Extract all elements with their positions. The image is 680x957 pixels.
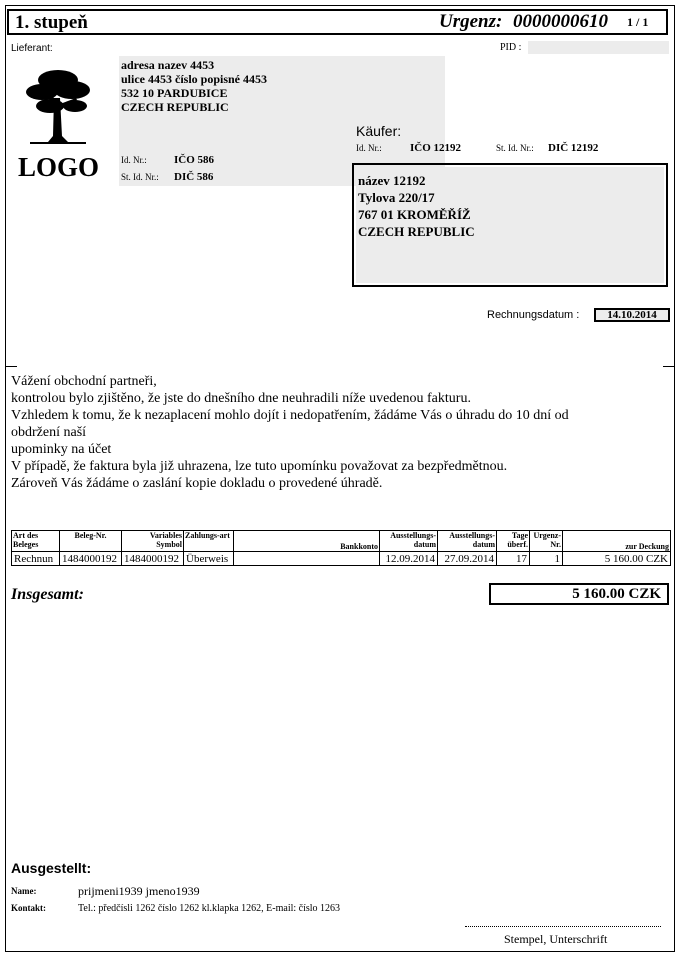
letter-line: upominky na účet — [11, 442, 112, 457]
letter-line: Vážení obchodní partneři, — [11, 374, 157, 389]
issuer-name-label: Name: — [11, 886, 37, 896]
table-row — [12, 552, 671, 566]
col-header-variable-symbol: Variables Symbol — [122, 531, 184, 552]
reminder-level-title: 1. stupeň — [15, 12, 88, 33]
supplier-address-line: 532 10 PARDUBICE — [121, 86, 228, 100]
letter-line: obdržení naší — [11, 425, 87, 440]
letter-line: kontrolou bylo zjištěno, že jste do dnešního dne neuhradili níže uvedenou fakturu. — [11, 391, 471, 406]
table-header-row — [12, 531, 671, 552]
invoice-date-label: Rechnungsdatum : — [487, 309, 580, 321]
buyer-id-label: Id. Nr.: — [356, 143, 382, 153]
pid-field — [528, 41, 669, 54]
col-header-bank-account: Bankkonto — [234, 531, 380, 552]
letter-line: Vzhledem k tomu, že k nezaplacení mohlo dojít i nedopatřením, žádáme Vás o úhradu do 10 dní od — [11, 408, 569, 423]
page-indicator: 1 / 1 — [627, 15, 649, 29]
buyer-address-line: název 12192 — [358, 173, 426, 188]
supplier-tax-value: DIČ 586 — [174, 171, 214, 183]
cell-reminder-number: 1 — [530, 552, 563, 566]
signature-label: Stempel, Unterschrift — [504, 932, 608, 946]
supplier-address-line: CZECH REPUBLIC — [121, 100, 229, 114]
cell-days-overdue: 17 — [497, 552, 530, 566]
buyer-address-line: Tylova 220/17 — [358, 190, 435, 205]
issuer-name-value: prijmeni1939 jmeno1939 — [78, 884, 200, 898]
urgency-number: 0000000610 — [513, 11, 608, 32]
document-header — [7, 9, 668, 35]
buyer-tax-value: DIČ 12192 — [548, 142, 599, 154]
buyer-address-line: CZECH REPUBLIC — [358, 224, 475, 239]
col-header-due-date: Ausstellungs-datum — [438, 531, 497, 552]
letter-line: V případě, že faktura byla již uhrazena, lze tuto upomínku považovat za bezpředmětnou. — [11, 459, 508, 474]
supplier-address-line: ulice 4453 číslo popisné 4453 — [121, 72, 268, 86]
cell-amount-due: 5 160.00 CZK — [563, 552, 671, 566]
fold-mark — [663, 366, 675, 367]
buyer-label: Käufer: — [356, 123, 402, 139]
buyer-address-line: 767 01 KROMĚŘÍŽ — [358, 207, 471, 222]
cell-variable-symbol: 1484000192 — [122, 552, 184, 566]
col-header-issue-date: Ausstellungs-datum — [380, 531, 438, 552]
invoice-date-value: 14.10.2014 — [594, 308, 670, 322]
letter-line: Zároveň Vás žádáme o zaslání kopie dokladu o provedené úhradě. — [11, 476, 383, 491]
total-label: Insgesamt: — [11, 586, 84, 603]
letter-body — [11, 373, 666, 492]
cell-due-date: 27.09.2014 — [438, 552, 497, 566]
col-header-amount-due: zur Deckung — [563, 531, 671, 552]
issuer-contact-value: Tel.: předčísli 1262 číslo 1262 kl.klapka 1262, E-mail: číslo 1263 — [78, 903, 341, 914]
col-header-payment-type: Zahlungs-art — [184, 531, 234, 552]
urgency-label: Urgenz: — [439, 11, 503, 32]
cell-document-number: 1484000192 — [60, 552, 122, 566]
supplier-tax-label: St. Id. Nr.: — [121, 172, 159, 182]
cell-payment-type: Überweis — [184, 552, 234, 566]
col-header-document-type: Art des Beleges — [12, 531, 60, 552]
logo-text: LOGO — [18, 152, 100, 182]
pid-label: PID : — [500, 42, 522, 53]
col-header-document-number: Beleg-Nr. — [60, 531, 122, 552]
buyer-id-value: IČO 12192 — [410, 142, 462, 154]
signature-line — [465, 926, 661, 927]
buyer-tax-label: St. Id. Nr.: — [496, 143, 534, 153]
cell-document-type: Rechnun — [12, 552, 60, 566]
issued-label: Ausgestellt: — [11, 860, 92, 876]
col-header-reminder-number: Urgenz-Nr. — [530, 531, 563, 552]
cell-issue-date: 12.09.2014 — [380, 552, 438, 566]
supplier-label: Lieferant: — [11, 43, 53, 54]
supplier-id-value: IČO 586 — [174, 154, 215, 166]
buyer-address-box — [352, 163, 668, 287]
col-header-days-overdue: Tage überf. — [497, 531, 530, 552]
issuer-contact-label: Kontakt: — [11, 903, 47, 913]
supplier-id-label: Id. Nr.: — [121, 155, 147, 165]
total-amount: 5 160.00 CZK — [489, 583, 669, 605]
supplier-address-line: adresa nazev 4453 — [121, 58, 215, 72]
cell-bank-account — [234, 552, 380, 566]
fold-mark — [5, 366, 17, 367]
tree-logo-icon — [20, 62, 96, 148]
invoice-items-table — [11, 530, 671, 566]
